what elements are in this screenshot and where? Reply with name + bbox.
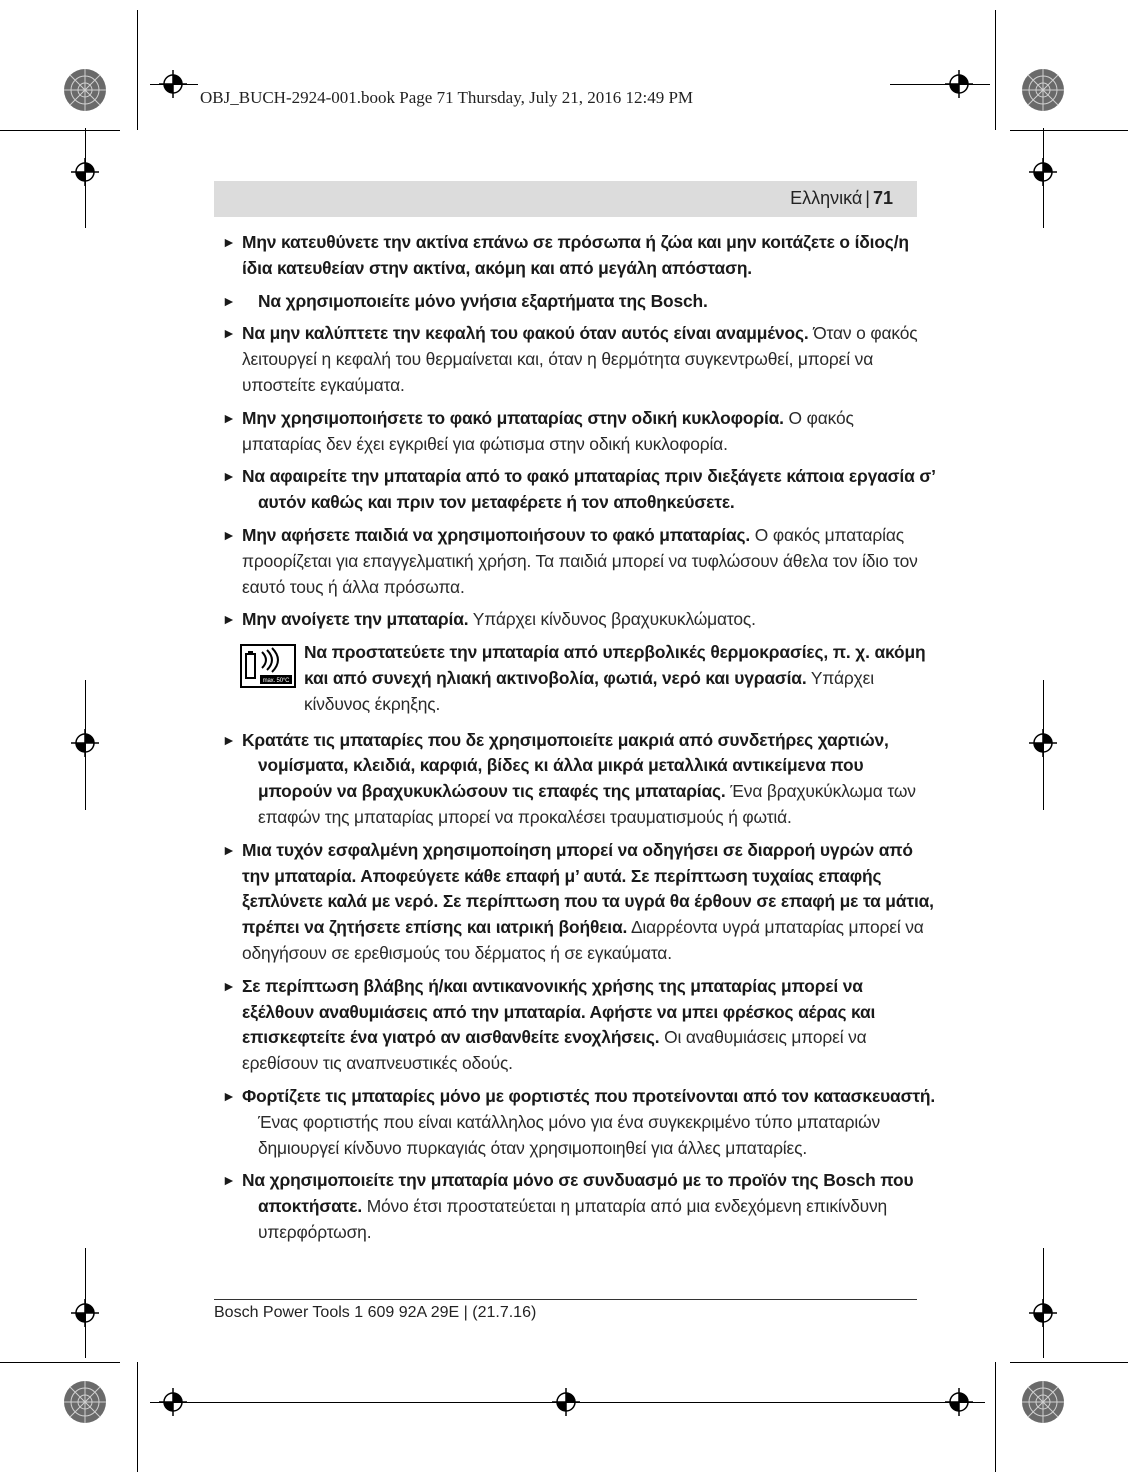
bullet-icon: ► bbox=[222, 977, 236, 994]
list-item bbox=[222, 289, 937, 315]
bullet-icon: ► bbox=[222, 1172, 236, 1189]
warning-text: Οι αναθυμιάσεις μπορεί να ερεθίσουν τις αναπνευστικές οδούς. bbox=[242, 1027, 867, 1074]
crosshair-icon bbox=[71, 158, 99, 186]
crosshair-icon bbox=[71, 1299, 99, 1327]
bullet-icon: ► bbox=[222, 731, 236, 748]
print-slug-header: OBJ_BUCH-2924-001.book Page 71 Thursday, July 21, 2016 12:49 PM bbox=[200, 88, 694, 107]
list-item bbox=[222, 1084, 937, 1161]
list-item bbox=[222, 838, 937, 967]
crosshair-icon bbox=[1029, 1299, 1057, 1327]
crop-mark-left-bottom-horizontal bbox=[0, 1362, 120, 1363]
crop-mark-right-top-horizontal bbox=[1010, 130, 1128, 131]
crosshair-icon bbox=[945, 1388, 973, 1416]
bullet-icon: ► bbox=[222, 292, 236, 309]
warning-text-bold: Να χρησιμοποιείτε μόνο γνήσια εξαρτήματα της Bosch. bbox=[258, 290, 708, 311]
crosshair-icon bbox=[1029, 158, 1057, 186]
list-item bbox=[222, 728, 937, 831]
icon-label: max. 50°C bbox=[262, 678, 290, 685]
warning-text-bold: Μην αφήσετε παιδιά να χρησιμοποιήσουν το φακό μπαταρίας. bbox=[242, 524, 751, 545]
crosshair-icon bbox=[1029, 729, 1057, 757]
safety-instructions bbox=[222, 230, 937, 1253]
crop-mark-bottom-left-vertical bbox=[137, 1362, 138, 1472]
list-item bbox=[222, 1168, 937, 1245]
crop-mark-top-left-vertical bbox=[137, 10, 138, 130]
bullet-icon: ► bbox=[222, 409, 236, 426]
list-item bbox=[222, 974, 937, 1077]
list-item bbox=[222, 464, 937, 516]
warning-text-bold: Μην ανοίγετε την μπαταρία. bbox=[242, 609, 469, 630]
crop-mark-left-top-horizontal bbox=[0, 130, 120, 131]
page-number: 71 bbox=[872, 188, 893, 208]
bullet-icon: ► bbox=[222, 234, 236, 250]
warning-text-bold: Να προστατεύετε την μπαταρία από υπερβολικές θερμοκρασίες, π. χ. ακόμη και από συνεχή ηλιακή ακτινοβολία, φωτιά, νερό και υγρασία. bbox=[304, 642, 926, 688]
warning-text: Ένας φορτιστής που είναι κατάλληλος μόνο για ένα συγκεκριμένο τύπο μπαταριών δημιουργεί κίνδυνο πυρκαγιάς όταν χρησιμοποιηθεί για άλλες μπαταρίες. bbox=[258, 1111, 881, 1158]
warning-text: Ένα βραχυκύκλωμα των επαφών της μπαταρίας μπορεί να προκαλέσει τραυματισμούς ή φωτιά. bbox=[258, 781, 916, 827]
warning-text: Διαρρέοντα υγρά μπαταρίας μπορεί να οδηγήσουν σε ερεθισμούς του δέρματος ή σε εγκαύματα. bbox=[242, 917, 924, 963]
warning-text: Υπάρχει κίνδυνος έκρηξης. bbox=[304, 667, 874, 714]
warning-text-bold: Μια τυχόν εσφαλμένη χρησιμοποίηση μπορεί να οδηγήσει σε διαρροή υγρών από την μπαταρία. Αποφεύγετε κάθε επαφή μ’ αυτά. Σε περίπτωση τυχαίας επαφής ξεπλύνετε καλά με νερό. Σε περίπτωση που τα υγρά θα έρθουν σε επαφή με τα μάτια, πρέπει να ζητήσετε επίσης και ιατρική βοήθεια. bbox=[242, 839, 934, 938]
crosshair-icon bbox=[945, 70, 973, 98]
bullet-icon: ► bbox=[222, 841, 236, 858]
registration-rosette-icon bbox=[63, 68, 107, 112]
crosshair-icon bbox=[159, 1388, 187, 1416]
bullet-icon: ► bbox=[222, 611, 236, 628]
crosshair-icon bbox=[552, 1388, 580, 1416]
crop-mark-bottom-right-vertical bbox=[995, 1362, 996, 1472]
warning-text-bold: Να μην καλύπτετε την κεφαλή του φακού όταν αυτός είναι αναμμένος. bbox=[242, 323, 809, 344]
header-separator: | bbox=[865, 188, 870, 208]
list-item bbox=[222, 230, 937, 282]
bullet-icon: ► bbox=[222, 325, 236, 342]
warning-text-bold: Μην χρησιμοποιήσετε το φακό μπαταρίας στην οδική κυκλοφορία. bbox=[242, 407, 784, 428]
running-header-text bbox=[790, 188, 893, 209]
warning-text: Ο φακός μπαταρίας δεν έχει εγκριθεί για φώτισμα στην οδική κυκλοφορία. bbox=[242, 407, 854, 454]
warning-text: Μόνο έτσι προστατεύεται η μπαταρία από μια ενδεχόμενη επικίνδυνη υπερφόρτωση. bbox=[258, 1196, 888, 1242]
running-header bbox=[214, 181, 917, 217]
page-footer: Bosch Power Tools 1 609 92A 29E | (21.7.16) bbox=[214, 1304, 537, 1321]
warning-text-bold: Μην κατευθύνετε την ακτίνα επάνω σε πρόσωπα ή ζώα και μην κοιτάζετε ο ίδιος/η ίδια κατευθείαν στην ακτίνα, ακόμη και από μεγάλη απόσταση. bbox=[242, 232, 909, 278]
warning-text-bold: Σε περίπτωση βλάβης ή/και αντικανονικής χρήσης της μπαταρίας μπορεί να εξέλθουν αναθυμιάσεις από την μπαταρία. Αφήστε να μπει φρέσκος αέρας και επισκεφτείτε ένα γιατρό αν αισθανθείτε ενοχλήσεις. bbox=[242, 975, 876, 1048]
warning-text-bold: Κρατάτε τις μπαταρίες που δε χρησιμοποιείτε μακριά από συνδετήρες χαρτιών, νομίσματα, κλειδιά, καρφιά, βίδες κι άλλα μικρά μεταλλικά αντικείμενα που μπορούν να βραχυκυκλώσουν τις επαφές της μπαταρίας. bbox=[242, 729, 889, 802]
list-item bbox=[222, 406, 937, 458]
warning-text: Όταν ο φακός λειτουργεί η κεφαλή του θερμαίνεται και, όταν η θερμότητα συγκεντρωθεί, μπορεί να υποστείτε εγκαύματα. bbox=[242, 323, 918, 395]
battery-temperature-warning-icon bbox=[240, 644, 296, 688]
bullet-icon: ► bbox=[222, 1087, 236, 1104]
bullet-icon: ► bbox=[222, 526, 236, 543]
temperature-warning bbox=[240, 640, 937, 717]
warning-text-bold: Φορτίζετε τις μπαταρίες μόνο με φορτιστές που προτείνονται από τον κατασκευαστή. bbox=[242, 1085, 936, 1106]
registration-line-top-right bbox=[890, 84, 990, 85]
bullet-icon: ► bbox=[222, 468, 236, 485]
crop-mark-top-right-vertical bbox=[995, 10, 996, 130]
list-item bbox=[222, 523, 937, 600]
registration-rosette-icon bbox=[1021, 68, 1065, 112]
list-item bbox=[222, 607, 937, 633]
section-title: Ελληνικά bbox=[790, 188, 863, 208]
warning-text: Υπάρχει κίνδυνος βραχυκυκλώματος. bbox=[468, 609, 756, 630]
list-item bbox=[222, 321, 937, 398]
warning-text: Ο φακός μπαταρίας προορίζεται για επαγγελματική χρήση. Τα παιδιά μπορεί να τυφλώσουν άθελα τον ίδιο τον εαυτό τους ή άλλα πρόσωπα. bbox=[242, 524, 918, 597]
footer-rule bbox=[214, 1299, 917, 1300]
crosshair-icon bbox=[71, 729, 99, 757]
registration-rosette-icon bbox=[63, 1380, 107, 1424]
warning-text-bold: Να αφαιρείτε την μπαταρία από το φακό μπαταρίας πριν διεξάγετε κάποια εργασία σ’ αυτόν καθώς και πριν τον μεταφέρετε ή τον αποθηκεύσετε. bbox=[242, 466, 935, 513]
crop-mark-right-bottom-horizontal bbox=[1010, 1362, 1128, 1363]
crosshair-icon bbox=[159, 70, 187, 98]
registration-rosette-icon bbox=[1021, 1380, 1065, 1424]
warning-text-bold: Να χρησιμοποιείτε την μπαταρία μόνο σε συνδυασμό με το προϊόν της Bosch που αποκτήσατε. bbox=[242, 1170, 914, 1217]
